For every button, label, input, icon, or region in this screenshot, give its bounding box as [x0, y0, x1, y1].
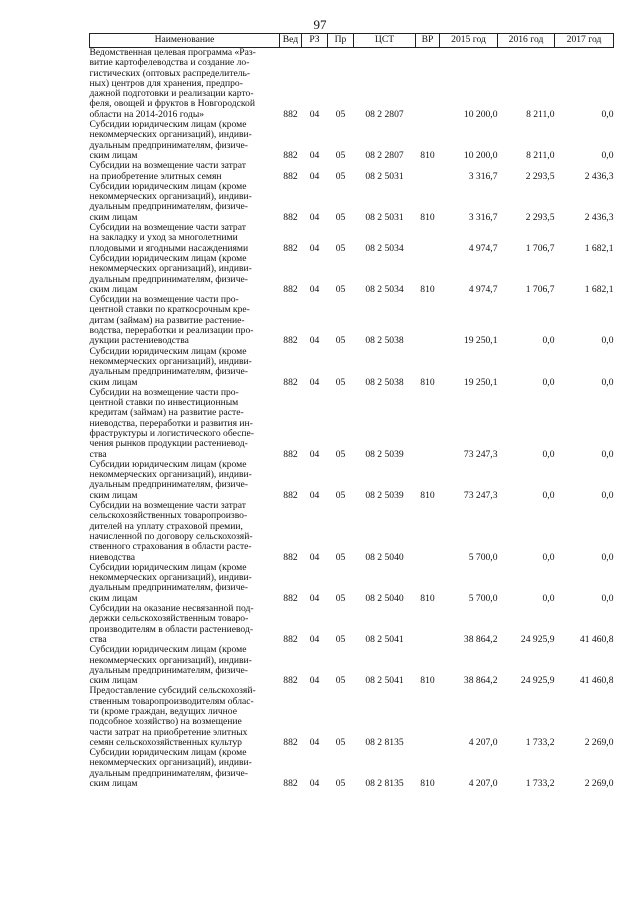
- row-name-line: центной ставки по краткосрочным кре-: [89, 304, 250, 316]
- cell-y2016: 1 733,2: [525, 736, 555, 748]
- cell-ved: 882: [283, 242, 298, 254]
- row-name-line: на приобретение элитных семян: [89, 170, 222, 182]
- row-name-line: Субсидии юридическим лицам (кроме: [89, 119, 247, 131]
- cell-vr: 810: [420, 149, 435, 161]
- cell-ved: 882: [283, 551, 298, 563]
- cell-y2016: 0,0: [542, 335, 555, 347]
- cell-y2016: 1 706,7: [525, 283, 555, 295]
- table-row: [90, 686, 614, 748]
- row-name-line: производителям в области растениевод-: [89, 623, 254, 635]
- cell-y2015: 73 247,3: [463, 448, 498, 460]
- cell-pr: 05: [335, 335, 346, 347]
- cell-y2016: 1 733,2: [525, 778, 555, 790]
- cell-cst: 08 2 5034: [365, 283, 404, 295]
- cell-rz: 04: [309, 335, 320, 347]
- cell-y2017: 1 682,1: [584, 283, 614, 295]
- cell-ved: 882: [283, 736, 298, 748]
- row-name-line: ниеводства, переработки и развития ин-: [89, 417, 253, 429]
- cell-y2017: 0,0: [601, 108, 614, 120]
- header-vr: ВР: [416, 34, 440, 48]
- row-name: [90, 254, 280, 295]
- row-name-line: некоммерческих организаций), индиви-: [89, 355, 252, 367]
- cell-y2015: 3 316,7: [468, 170, 498, 182]
- header-name: Наименование: [90, 34, 280, 48]
- cell-y2017: 0,0: [601, 448, 614, 460]
- table-row: [90, 748, 614, 789]
- cell-y2017: 1 682,1: [584, 242, 614, 254]
- cell-ved: 882: [283, 633, 298, 645]
- row-name: [90, 748, 280, 789]
- cell-cst: 08 2 5034: [365, 242, 404, 254]
- cell-pr: 05: [335, 633, 346, 645]
- cell-cst: 08 2 5038: [365, 335, 404, 347]
- row-name-line: ственного страхования в области расте-: [89, 541, 252, 553]
- row-name-line: дуальным предпринимателям, физиче-: [89, 273, 248, 285]
- cell-y2016: 0,0: [542, 489, 555, 501]
- cell-vr: 810: [420, 283, 435, 295]
- cell-y2015: 4 207,0: [468, 778, 498, 790]
- table-row: [90, 120, 614, 161]
- table-row: [90, 388, 614, 460]
- cell-vr: 810: [420, 778, 435, 790]
- cell-y2015: 10 200,0: [463, 108, 498, 120]
- cell-rz: 04: [309, 592, 320, 604]
- row-name-line: области на 2014-2016 годы»: [89, 108, 205, 120]
- row-name-line: некоммерческих организаций), индиви-: [89, 469, 252, 481]
- table-row: [90, 563, 614, 604]
- cell-cst: 08 2 5039: [365, 448, 404, 460]
- cell-cst: 08 2 5041: [365, 675, 404, 687]
- cell-rz: 04: [309, 108, 320, 120]
- cell-y2017: 0,0: [601, 551, 614, 563]
- cell-rz: 04: [309, 633, 320, 645]
- cell-pr: 05: [335, 211, 346, 223]
- row-name-line: на закладку и уход за многолетними: [89, 232, 238, 244]
- table-header-row: [90, 34, 614, 48]
- cell-y2017: 41 460,8: [579, 675, 614, 687]
- row-name-line: дуальным предпринимателям, физиче-: [89, 201, 248, 213]
- cell-ved: 882: [283, 211, 298, 223]
- row-name-line: семян сельскохозяйственных культур: [89, 736, 242, 748]
- row-name-line: некоммерческих организаций), индиви-: [89, 191, 252, 203]
- cell-y2016: 24 925,9: [520, 633, 555, 645]
- cell-y2016: 0,0: [542, 551, 555, 563]
- cell-ved: 882: [283, 448, 298, 460]
- row-name-line: дажной подготовки и реализации карто-: [89, 88, 254, 100]
- row-name-line: некоммерческих организаций), индиви-: [89, 757, 252, 769]
- row-name-line: феля, овощей и фруктов в Новгородской: [89, 98, 255, 110]
- cell-rz: 04: [309, 211, 320, 223]
- row-name-line: Субсидии на возмещение части про-: [89, 294, 239, 306]
- row-name-line: сельскохозяйственных товаропроизво-: [89, 510, 248, 522]
- cell-pr: 05: [335, 448, 346, 460]
- cell-cst: 08 2 8135: [365, 736, 404, 748]
- cell-ved: 882: [283, 170, 298, 182]
- header-2016: 2016 год: [498, 34, 555, 48]
- row-name-line: некоммерческих организаций), индиви-: [89, 572, 252, 584]
- cell-rz: 04: [309, 170, 320, 182]
- cell-pr: 05: [335, 551, 346, 563]
- row-name: [90, 563, 280, 604]
- row-name-line: чения рынков продукции растениевод-: [89, 438, 248, 450]
- header-rz: РЗ: [302, 34, 328, 48]
- cell-ved: 882: [283, 335, 298, 347]
- cell-y2017: 41 460,8: [579, 633, 614, 645]
- row-name-line: части затрат на приобретение элитных: [89, 726, 248, 738]
- row-name: [90, 460, 280, 501]
- row-name-line: Субсидии на возмещение части про-: [89, 386, 239, 398]
- cell-ved: 882: [283, 283, 298, 295]
- cell-y2015: 38 864,2: [463, 633, 498, 645]
- cell-vr: [416, 223, 440, 254]
- cell-rz: 04: [309, 242, 320, 254]
- row-name-line: Субсидии на возмещение части затрат: [89, 160, 246, 172]
- row-name: [90, 604, 280, 645]
- table-row: [90, 254, 614, 295]
- row-name-line: ти (кроме граждан, ведущих личное: [89, 706, 237, 717]
- table-row: [90, 295, 614, 346]
- cell-pr: 05: [335, 170, 346, 182]
- row-name-line: фраструктуры и логистического обеспе-: [89, 427, 254, 439]
- cell-pr: 05: [335, 675, 346, 687]
- cell-y2017: 0,0: [601, 149, 614, 161]
- row-name-line: Субсидии на оказание несвязанной под-: [89, 603, 254, 615]
- row-name-line: Субсидии юридическим лицам (кроме: [89, 747, 247, 759]
- row-name-line: некоммерческих организаций), индиви-: [89, 129, 252, 141]
- cell-pr: 05: [335, 489, 346, 501]
- cell-rz: 04: [309, 283, 320, 295]
- cell-cst: 08 2 5031: [365, 170, 404, 182]
- row-name-line: гистических (оптовых распределитель-: [89, 67, 251, 79]
- cell-y2016: 1 706,7: [525, 242, 555, 254]
- cell-y2017: 0,0: [601, 592, 614, 604]
- row-name-line: дителей на уплату страховой премии,: [89, 520, 243, 532]
- row-name-line: Субсидии юридическим лицам (кроме: [89, 644, 247, 656]
- cell-cst: 08 2 2807: [365, 149, 404, 161]
- cell-cst: 08 2 5039: [365, 489, 404, 501]
- row-name: [90, 388, 280, 460]
- row-name-line: ским лицам: [89, 489, 138, 501]
- cell-y2016: 0,0: [542, 448, 555, 460]
- table-row: [90, 223, 614, 254]
- header-2015: 2015 год: [440, 34, 498, 48]
- row-name-line: ниеводства: [89, 551, 136, 563]
- table-row: [90, 161, 614, 182]
- table-body: [90, 48, 614, 790]
- cell-y2015: 4 974,7: [468, 283, 498, 295]
- row-name-line: Предоставление субсидий сельскохозяй-: [89, 685, 256, 697]
- row-name-line: дуальным предпринимателям, физиче-: [89, 139, 248, 151]
- cell-y2017: 2 269,0: [584, 778, 614, 790]
- row-name: [90, 182, 280, 223]
- row-name-line: ским лицам: [89, 149, 138, 161]
- row-name-line: некоммерческих организаций), индиви-: [89, 654, 252, 666]
- cell-vr: [416, 295, 440, 346]
- cell-y2015: 5 700,0: [468, 592, 498, 604]
- cell-ved: 882: [283, 489, 298, 501]
- budget-table: [89, 33, 614, 789]
- cell-cst: 08 2 5040: [365, 592, 404, 604]
- cell-rz: 04: [309, 149, 320, 161]
- row-name-line: Субсидии юридическим лицам (кроме: [89, 561, 247, 573]
- row-name-line: ским лицам: [89, 376, 138, 388]
- row-name: [90, 347, 280, 388]
- cell-cst: 08 2 8135: [365, 778, 404, 790]
- cell-cst: 08 2 5041: [365, 633, 404, 645]
- row-name: [90, 48, 280, 121]
- header-cst: ЦСТ: [354, 34, 416, 48]
- cell-rz: 04: [309, 778, 320, 790]
- cell-y2017: 2 436,3: [584, 211, 614, 223]
- cell-y2015: 4 974,7: [468, 242, 498, 254]
- cell-vr: 810: [420, 592, 435, 604]
- cell-y2017: 0,0: [601, 335, 614, 347]
- cell-pr: 05: [335, 778, 346, 790]
- cell-vr: 810: [420, 489, 435, 501]
- cell-pr: 05: [335, 592, 346, 604]
- row-name-line: держки сельскохозяйственным товаро-: [89, 613, 249, 625]
- row-name-line: дукции растениеводства: [89, 335, 189, 347]
- cell-vr: 810: [420, 376, 435, 388]
- cell-y2017: 2 269,0: [584, 736, 614, 748]
- row-name-line: Субсидии юридическим лицам (кроме: [89, 252, 247, 264]
- row-name-line: ским лицам: [89, 675, 138, 687]
- row-name-line: начисленной по договору сельскохозяй-: [89, 530, 253, 542]
- cell-y2015: 19 250,1: [463, 335, 498, 347]
- row-name: [90, 295, 280, 346]
- cell-pr: 05: [335, 108, 346, 120]
- row-name: [90, 645, 280, 686]
- cell-rz: 04: [309, 489, 320, 501]
- table-row: [90, 48, 614, 121]
- cell-y2017: 0,0: [601, 489, 614, 501]
- cell-y2016: 2 293,5: [525, 170, 555, 182]
- row-name: [90, 120, 280, 161]
- cell-vr: [416, 501, 440, 563]
- row-name-line: дуальным предпринимателям, физиче-: [89, 479, 248, 491]
- header-ved: Вед: [280, 34, 302, 48]
- row-name-line: некоммерческих организаций), индиви-: [89, 263, 252, 275]
- cell-pr: 05: [335, 242, 346, 254]
- cell-ved: 882: [283, 376, 298, 388]
- row-name-line: ства: [89, 448, 107, 460]
- row-name-line: ским лицам: [89, 592, 138, 604]
- cell-cst: 08 2 5038: [365, 376, 404, 388]
- cell-y2017: 2 436,3: [584, 170, 614, 182]
- row-name: [90, 223, 280, 254]
- cell-rz: 04: [309, 675, 320, 687]
- cell-y2016: 8 211,0: [526, 108, 555, 120]
- cell-y2015: 3 316,7: [468, 211, 498, 223]
- row-name-line: ским лицам: [89, 211, 138, 223]
- cell-y2015: 73 247,3: [463, 489, 498, 501]
- cell-rz: 04: [309, 448, 320, 460]
- cell-vr: [416, 604, 440, 645]
- cell-ved: 882: [283, 778, 298, 790]
- cell-vr: [416, 161, 440, 182]
- cell-cst: 08 2 5040: [365, 551, 404, 563]
- cell-vr: 810: [420, 675, 435, 687]
- row-name-line: дуальным предпринимателям, физиче-: [89, 767, 248, 779]
- row-name: [90, 161, 280, 182]
- row-name-line: Субсидии юридическим лицам (кроме: [89, 345, 247, 357]
- cell-pr: 05: [335, 283, 346, 295]
- cell-rz: 04: [309, 376, 320, 388]
- cell-pr: 05: [335, 376, 346, 388]
- row-name-line: плодовыми и ягодными насаждениями: [89, 242, 249, 254]
- row-name-line: Субсидии на возмещение части затрат: [89, 222, 246, 234]
- row-name-line: Ведомственная целевая программа «Раз-: [89, 47, 256, 58]
- row-name-line: ским лицам: [89, 283, 138, 295]
- cell-ved: 882: [283, 149, 298, 161]
- cell-vr: 810: [420, 211, 435, 223]
- row-name-line: Субсидии юридическим лицам (кроме: [89, 180, 247, 192]
- cell-vr: [416, 686, 440, 748]
- cell-cst: 08 2 5031: [365, 211, 404, 223]
- cell-y2016: 0,0: [542, 376, 555, 388]
- cell-y2015: 10 200,0: [463, 149, 498, 161]
- cell-y2016: 0,0: [542, 592, 555, 604]
- row-name-line: ственным товаропроизводителям облас-: [89, 695, 254, 707]
- cell-y2015: 4 207,0: [468, 736, 498, 748]
- cell-vr: [416, 48, 440, 121]
- cell-cst: 08 2 2807: [365, 108, 404, 120]
- row-name-line: Субсидии юридическим лицам (кроме: [89, 458, 247, 470]
- row-name-line: Субсидии на возмещение части затрат: [89, 500, 246, 512]
- page-number: 97: [313, 17, 327, 32]
- cell-pr: 05: [335, 149, 346, 161]
- row-name-line: ства: [89, 633, 107, 645]
- cell-y2015: 5 700,0: [468, 551, 498, 563]
- cell-y2015: 19 250,1: [463, 376, 498, 388]
- cell-y2016: 24 925,9: [520, 675, 555, 687]
- cell-y2015: 38 864,2: [463, 675, 498, 687]
- header-pr: Пр: [328, 34, 354, 48]
- cell-ved: 882: [283, 675, 298, 687]
- table-row: [90, 182, 614, 223]
- table-row: [90, 604, 614, 645]
- cell-y2016: 2 293,5: [525, 211, 555, 223]
- row-name-line: дитам (займам) на развитие растение-: [89, 314, 245, 326]
- header-2017: 2017 год: [555, 34, 614, 48]
- cell-rz: 04: [309, 736, 320, 748]
- cell-ved: 882: [283, 108, 298, 120]
- row-name-line: дуальным предпринимателям, физиче-: [89, 582, 248, 594]
- table-row: [90, 460, 614, 501]
- table-row: [90, 501, 614, 563]
- table-row: [90, 645, 614, 686]
- row-name-line: дуальным предпринимателям, физиче-: [89, 664, 248, 676]
- cell-y2016: 8 211,0: [526, 149, 555, 161]
- row-name-line: дуальным предпринимателям, физиче-: [89, 366, 248, 378]
- cell-pr: 05: [335, 736, 346, 748]
- row-name-line: ским лицам: [89, 778, 138, 790]
- row-name: [90, 686, 280, 748]
- row-name-line: центной ставки по инвестиционным: [89, 397, 239, 409]
- row-name-line: водства, переработки и реализации про-: [89, 325, 254, 337]
- cell-y2017: 0,0: [601, 376, 614, 388]
- cell-ved: 882: [283, 592, 298, 604]
- row-name-line: подсобное хозяйство) на возмещение: [89, 716, 242, 728]
- row-name-line: кредитам (займам) на развитие расте-: [89, 407, 244, 419]
- row-name-line: витие картофелеводства и создание ло-: [89, 57, 250, 69]
- row-name: [90, 501, 280, 563]
- row-name-line: ных) центров для хранения, предпро-: [89, 77, 243, 89]
- cell-vr: [416, 388, 440, 460]
- cell-rz: 04: [309, 551, 320, 563]
- table-row: [90, 347, 614, 388]
